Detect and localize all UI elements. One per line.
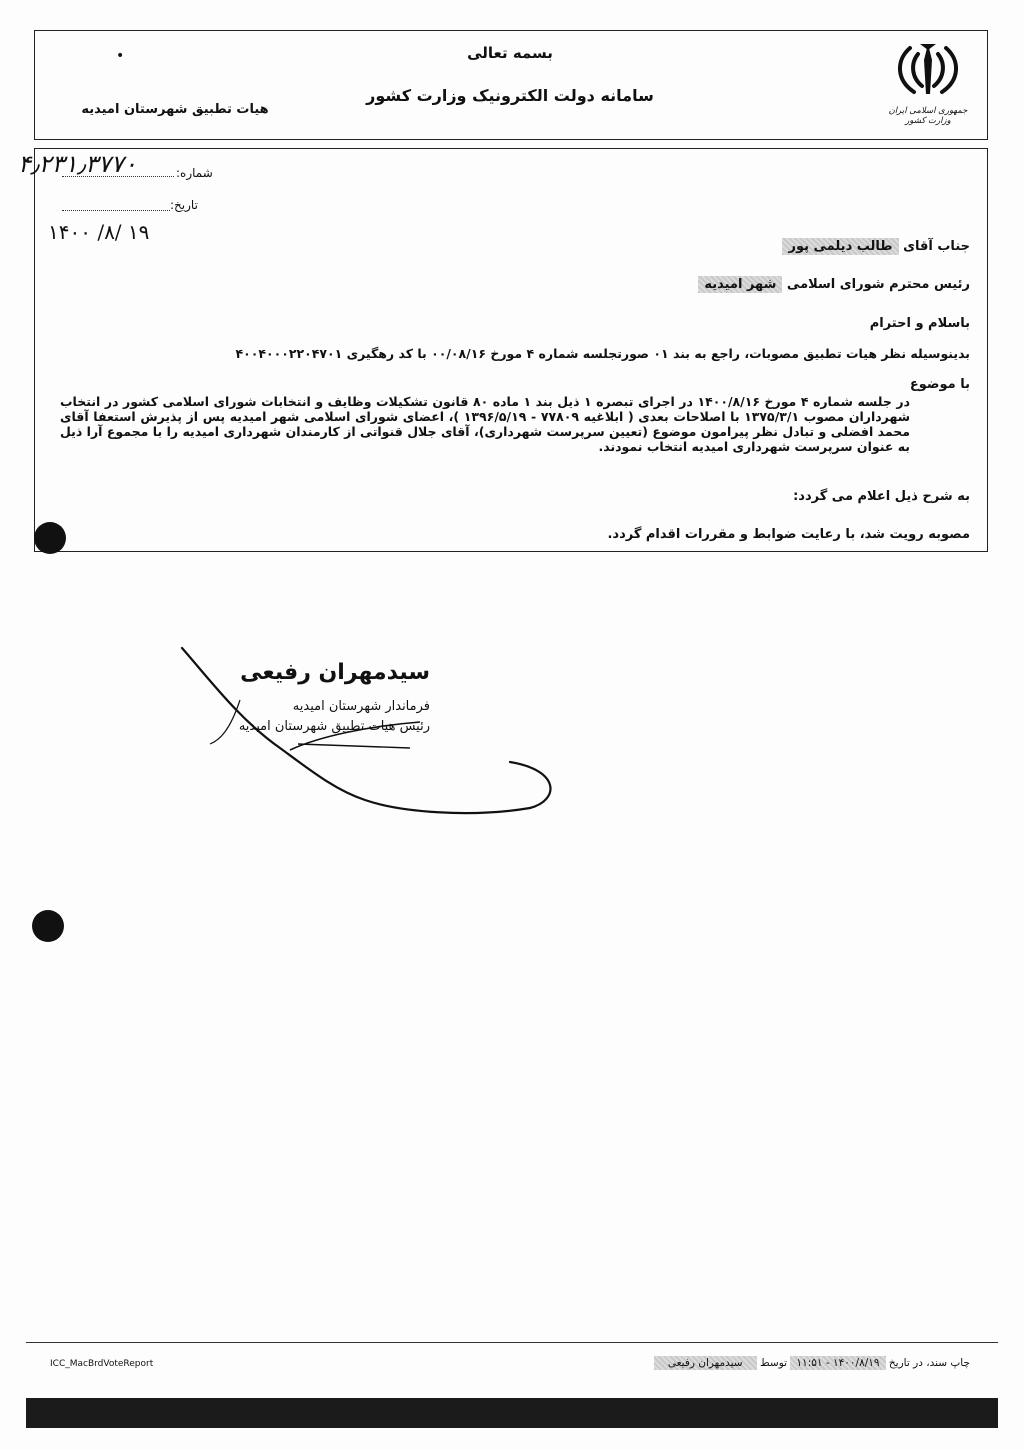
intro-line: بدینوسیله نظر هیات تطبیق مصوبات، راجع به بند ۰۱ صورتجلسه شماره ۴ مورخ ۰۰/۰۸/۱۶ با کد رهگیری ۴۰۰۴۰۰۰۲۲۰۴۷۰۱ xyxy=(235,346,970,361)
signatory-name: سیدمهران رفیعی xyxy=(240,660,430,685)
date-dotted-line xyxy=(62,210,170,211)
emblem-icon xyxy=(888,40,968,102)
number-dotted-line xyxy=(62,176,174,177)
recipient-prefix: جناب آقای xyxy=(903,239,970,254)
recipient-title-prefix: رئیس محترم شورای اسلامی xyxy=(786,277,970,292)
punch-hole-top xyxy=(34,522,66,554)
print-label: چاپ سند، در تاریخ xyxy=(888,1357,970,1369)
print-datetime: ۱۴۰۰/۸/۱۹ - ۱۱:۵۱ xyxy=(790,1356,885,1370)
recipient-city: شهر امیدیه xyxy=(698,276,782,293)
footer-rule xyxy=(26,1342,998,1343)
number-label: شماره: xyxy=(176,166,213,180)
board-title: هیات تطبیق شهرستان امیدیه xyxy=(81,102,269,117)
report-id: ICC_MacBrdVoteReport xyxy=(50,1359,154,1369)
handwritten-signature xyxy=(170,640,570,840)
signatory-role-1: فرماندار شهرستان امیدیه xyxy=(292,699,430,714)
recipient-title-line xyxy=(698,276,970,293)
system-title: سامانه دولت الکترونیک وزارت کشور xyxy=(366,86,654,105)
recipient-line xyxy=(782,238,970,255)
announce-line: به شرح ذیل اعلام می گردد: xyxy=(793,489,970,504)
scan-edge-bar xyxy=(26,1398,998,1428)
print-info xyxy=(654,1356,970,1370)
date-label: تاریخ: xyxy=(170,198,198,212)
recipient-name: طالب دیلمی پور xyxy=(782,238,898,255)
emblem-caption-line2: وزارت کشور xyxy=(905,116,951,126)
number-value: ۴٫۲۳۱٫۳۷۷۰ xyxy=(18,150,137,178)
punch-hole-bottom xyxy=(32,910,64,942)
printed-by: سیدمهران رفیعی xyxy=(654,1356,757,1370)
iran-emblem xyxy=(888,40,968,132)
date-value: ۱۴۰۰ /۸/ ۱۹ xyxy=(48,220,150,244)
emblem-caption-line1: جمهوری اسلامی ایران xyxy=(888,106,968,116)
subject-label: با موضوع xyxy=(909,377,970,392)
bismillah-heading: بسمه تعالی xyxy=(467,44,553,62)
subject-text: در جلسه شماره ۴ مورخ ۱۴۰۰/۸/۱۶ در اجرای تبصره ۱ ذیل بند ۱ ماده ۸۰ قانون تشکیلات وظایف و انتخابات شورای اسلامی کشور در انتخاب شهرداران مصوب ۱۳۷۵/۳/۱ با اصلاحات بعدی ( ابلاغیه ۷۷۸۰۹ - ۱۳۹۶/۵/۱۹ )، اعضای شورای اسلامی شهر امیدیه پس از پذیرش استعفا آقای محمد افضلی و تبادل نظر پیرامون موضوع (تعیین سرپرست شهرداری)، آقای جلال قنواتی از کارمندان شهرداری امیدیه را با مجموع آرا ذیل به عنوان سرپرست شهرداری امیدیه انتخاب نمودند. xyxy=(60,394,910,454)
scan-mark: • xyxy=(116,48,125,64)
approval-line: مصوبه رویت شد، با رعایت ضوابط و مقررات اقدام گردد. xyxy=(607,527,970,542)
signatory-role-2: رئیس هیات تطبیق شهرستان امیدیه xyxy=(238,719,430,734)
by-label: توسط xyxy=(759,1357,788,1369)
greeting: باسلام و احترام xyxy=(869,316,970,331)
